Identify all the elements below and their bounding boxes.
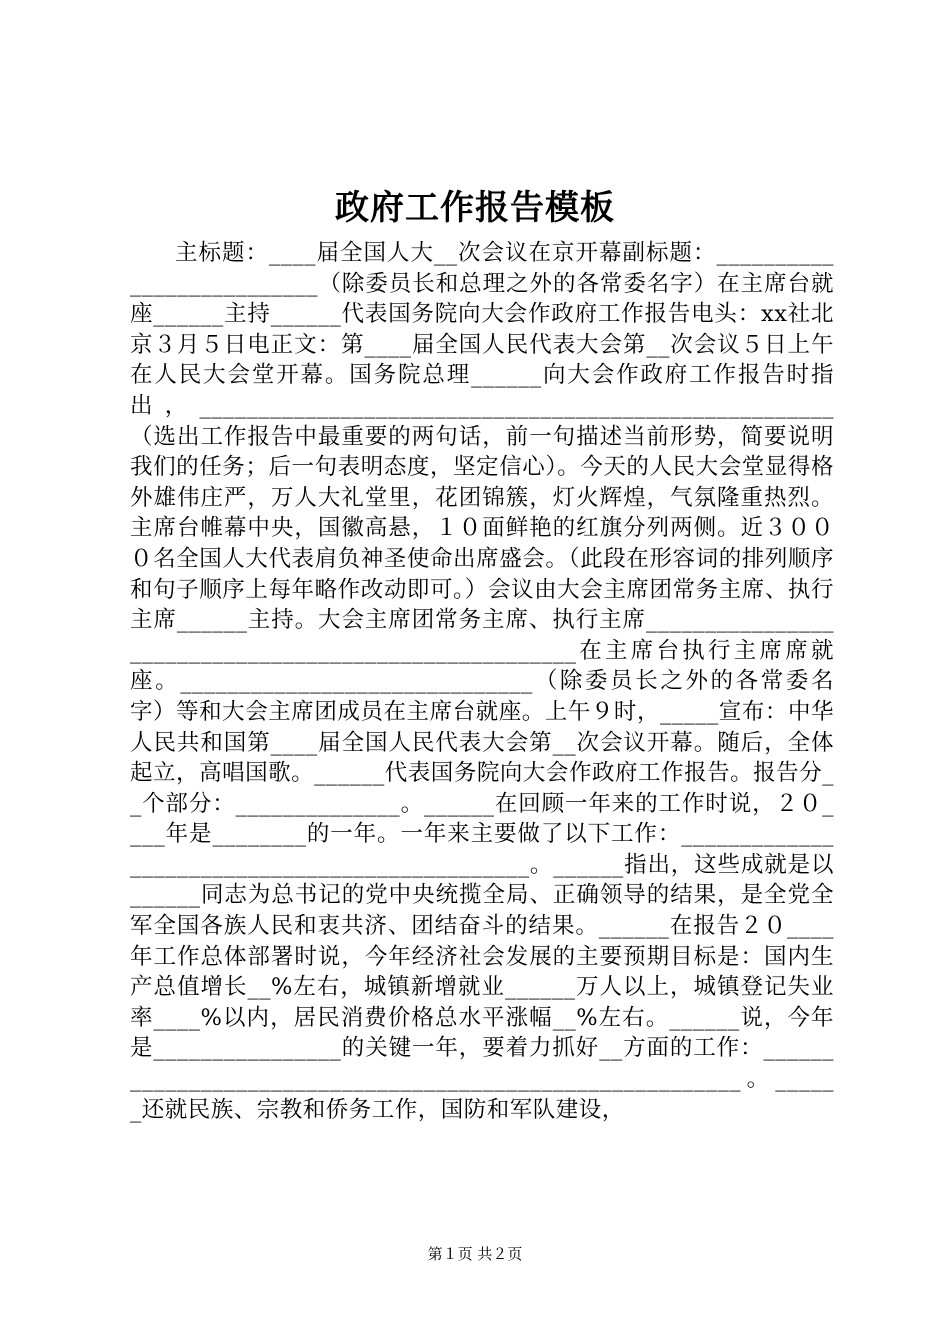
body-paragraph: 主标题：____届全国人大__次会议在京开幕副标题：__________________________（除委员长和总理之外的各常委名字）在主席台就座______主持______代表国务院向大会作政府工作报告电头：xx社北京３月５日电正文：第____届全国人民代表大会第__次会议５日上午在人民大会堂开幕。国务院总理______向大会作政府工作报告时指出，______________________________________________________（选出工作报告中最重要的两句话，前一句描述当前形势，简要说明我们的任务；后一句表明态度，坚定信心）。今天的人民大会堂显得格外雄伟庄严，万人大礼堂里，花团锦簇，灯火辉煌，气氛隆重热烈。主席台帷幕中央，国徽高悬，１０面鲜艳的红旗分列两侧。近３０００名全国人大代表肩负神圣使命出席盛会。（此段在形容词的排列顺序和句子顺序上每年略作改动即可。）会议由大会主席团常务主席、执行主席______主持。大会主席团常务主席、执行主席______________________________________________________在主席台执行主席席就座。______________________________（除委员长之外的各常委名字）等和大会主席团成员在主席台就座。上午９时，_____宣布：中华人民共和国第____届全国人民代表大会第__次会议开幕。随后，全体起立，高唱国歌。______代表国务院向大会作政府工作报告。报告分__个部分：______________。______在回顾一年来的工作时说，２０____年是________的一年。一年来主要做了以下工作：_______________________________________________。______指出，这些成就是以______同志为总书记的党中央统揽全局、正确领导的结果，是全党全军全国各族人民和衷共济、团结奋斗的结果。______在报告２０____年工作总体部署时说，今年经济社会发展的主要预期目标是：国内生产总值增长__%左右，城镇新增就业______万人以上，城镇登记失业率____%以内，居民消费价格总水平涨幅__%左右。______说，今年是________________的关键一年，要着力抓好__方面的工作：__________________________________________________________。______还就民族、宗教和侨务工作，国防和军队建设， [130, 240, 834, 1123]
document-body [130, 238, 834, 1125]
page-footer: 第１页 共２页 [427, 1245, 523, 1263]
document-title: 政府工作报告模板 [335, 188, 615, 228]
